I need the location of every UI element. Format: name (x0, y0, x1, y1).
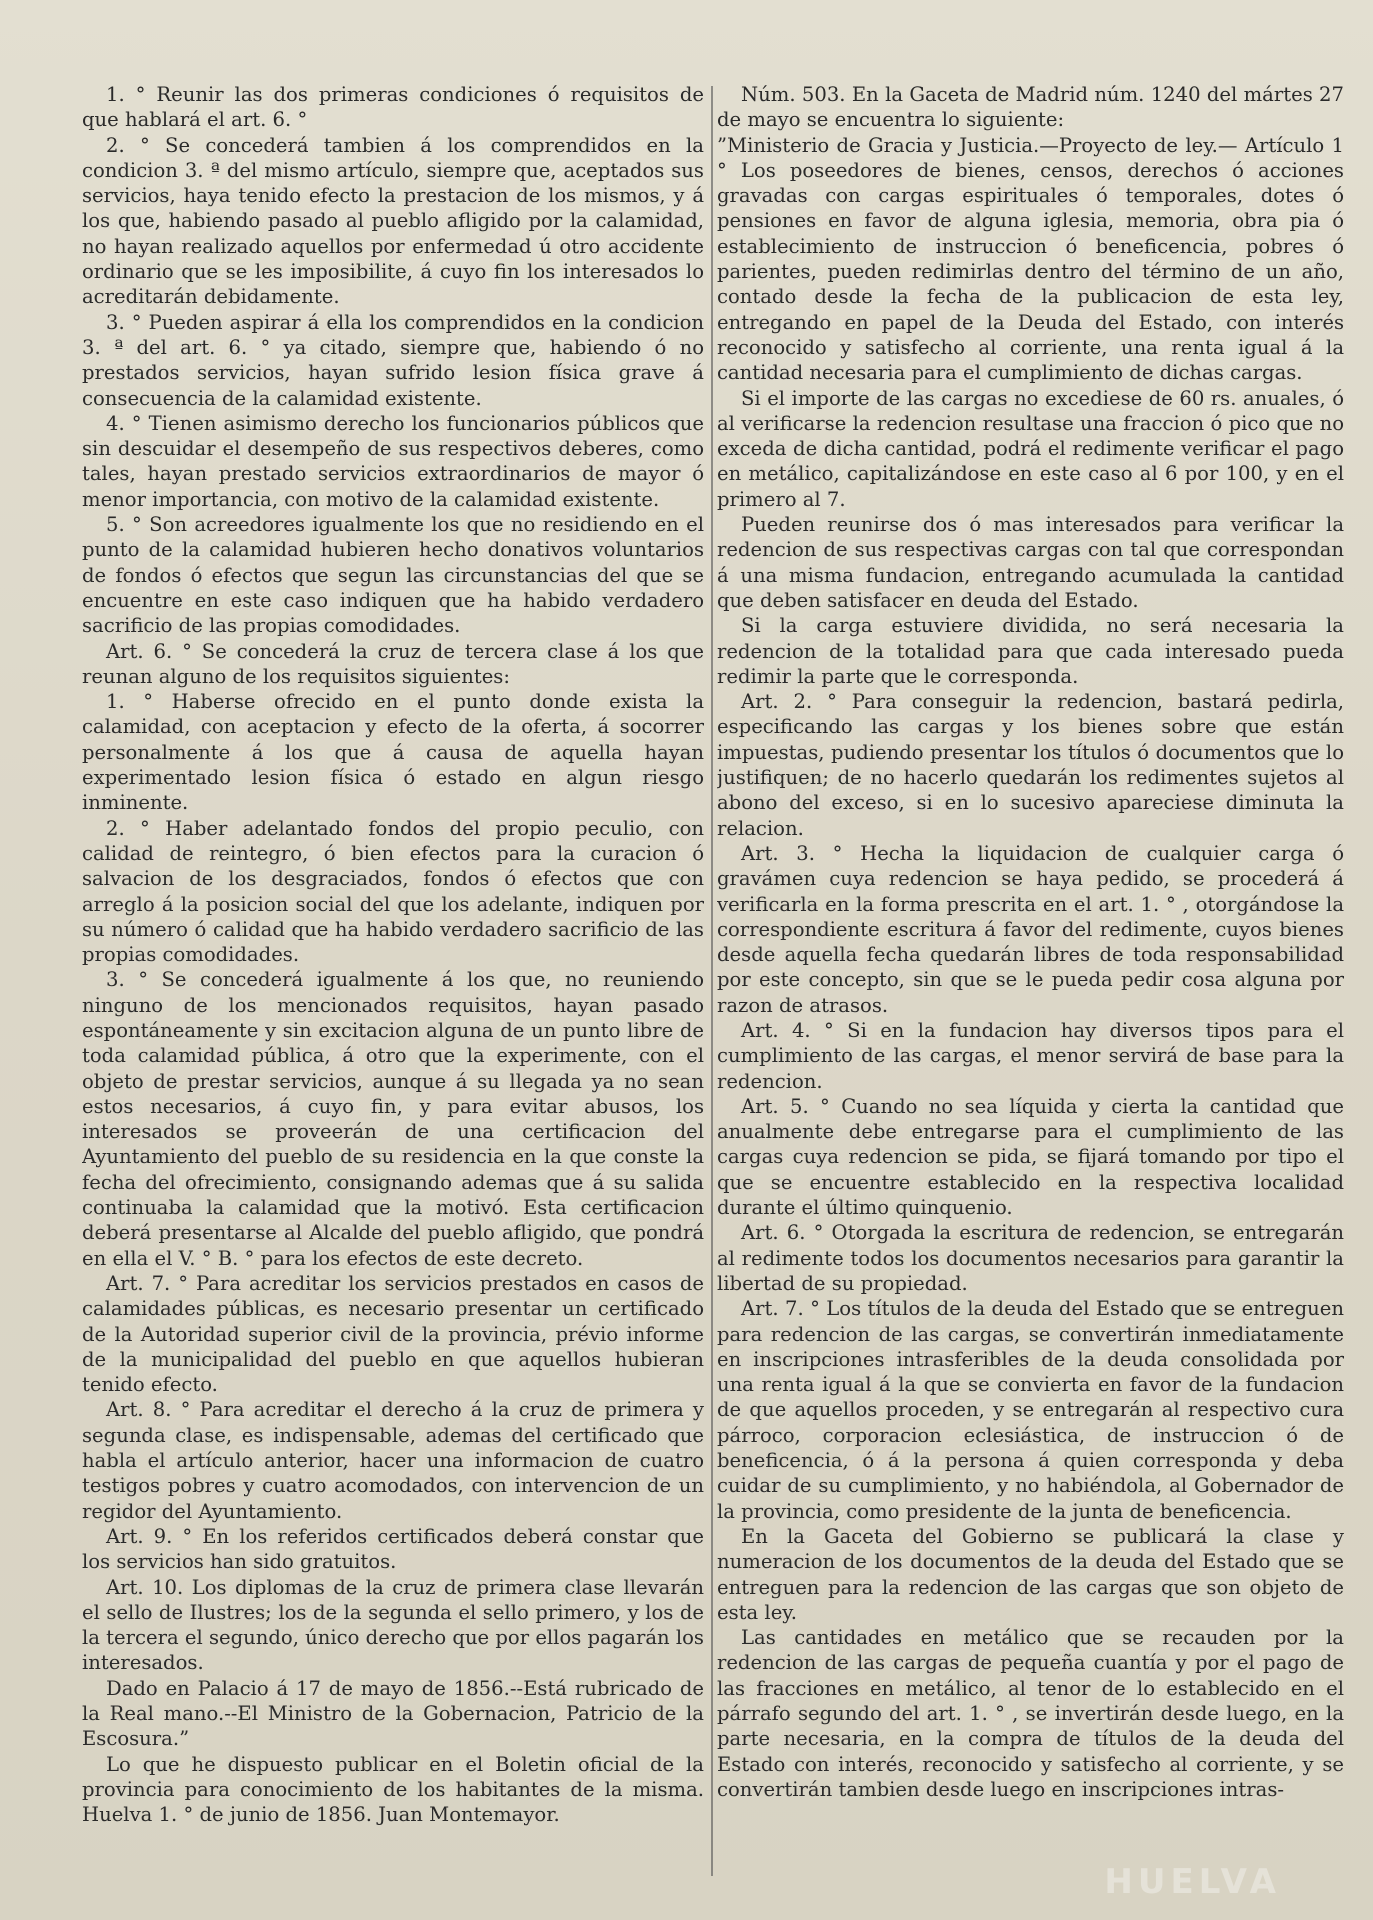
paragraph: Art. 7. ° Los títulos de la deuda del Estado que se entreguen para redencion de las cargas, se convertirán inmediatamente en inscripciones intrasferibles de la deuda consolidada por una renta igual á la que se convierta en favor de la fundacion de que aquellos proceden, y se entregarán al respectivo cura párroco, corporacion eclesiástica, de instruccion ó de beneficencia, ó á la persona á quien corresponda y deba cuidar de su cumplimiento, y no habiéndola, al Gobernador de la provincia, como presidente de la junta de beneficencia. (717, 1297, 1344, 1523)
paragraph: Art. 8. ° Para acreditar el derecho á la cruz de primera y segunda clase, es indispensable, ademas del certificado que habla el artículo anterior, hacer una informacion de cuatro testigos pobres y cuatro acomodados, con intervencion de un regidor del Ayuntamiento. (82, 1398, 704, 1523)
paragraph: Art. 2. ° Para conseguir la redencion, bastará pedirla, especificando las cargas y los bienes sobre que están impuestas, pudiendo presentar los títulos ó documentos que lo justifiquen; de no hacerlo quedarán los redimentes sujetos al abono del exceso, si en lo sucesivo apareciese diminuta la relacion. (717, 690, 1344, 840)
watermark: HUELVA (1104, 1862, 1281, 1902)
paragraph: Art. 6. ° Se concederá la cruz de tercera clase á los que reunan alguno de los requisitos siguientes: (82, 639, 704, 688)
paragraph: Las cantidades en metálico que se recauden por la redencion de las cargas de pequeña cuantía y por el pago de las fracciones en metálico, al tenor de lo establecido en el párrafo segundo del art. 1. ° , se invertirán desde luego, en la parte necesaria, en la compra de títulos de la deuda del Estado con interés, reconocido y satisfecho al corriente, y se convertirán tambien desde luego en inscripciones intras- (717, 1626, 1344, 1801)
paragraph: Art. 6. ° Otorgada la escritura de redencion, se entregarán al redimente todos los documentos necesarios para garantir la libertad de su propiedad. (717, 1221, 1344, 1295)
column-divider (711, 86, 713, 1876)
paragraph: 1. ° Reunir las dos primeras condiciones ó requisitos de que hablará el art. 6. ° (82, 83, 704, 132)
paragraph: 2. ° Haber adelantado fondos del propio peculio, con calidad de reintegro, ó bien efectos para la curacion ó salvacion de los desgraciados, fondos ó efectos que con arreglo á la posicion social del que los adelante, indiquen por su número ó calidad que ha habido verdadero sacrificio de las propias comodidades. (82, 816, 704, 967)
paragraph: Pueden reunirse dos ó mas interesados para verificar la redencion de sus respectivas cargas con tal que correspondan á una misma fundacion, entregando acumulada la cantidad que deben satisfacer en deuda del Estado. (717, 513, 1344, 612)
paragraph: Art. 10. Los diplomas de la cruz de primera clase llevarán el sello de Ilustres; los de la segunda el sello primero, y los de la tercera el segundo, único derecho que por ellos pagarán los interesados. (82, 1575, 704, 1675)
paragraph: Núm. 503. En la Gaceta de Madrid núm. 1240 del mártes 27 de mayo se encuentra lo siguiente: (717, 83, 1344, 132)
paragraph: Si la carga estuviere dividida, no será necesaria la redencion de la totalidad para que cada interesado pueda redimir la parte que le corresponda. (717, 614, 1344, 688)
paragraph: 5. ° Son acreedores igualmente los que no residiendo en el punto de la calamidad hubieren hecho donativos voluntarios de fondos ó efectos que segun las circunstancias del que se encuentre en este caso indiquen que ha habido verdadero sacrificio de las propias comodidades. (82, 513, 704, 638)
paragraph: Dado en Palacio á 17 de mayo de 1856.--Está rubricado de la Real mano.--El Ministro de la Gobernacion, Patricio de la Escosura.” (82, 1676, 704, 1751)
paragraph: En la Gaceta del Gobierno se publicará la clase y numeracion de los documentos de la deuda del Estado que se entreguen para la redencion de las cargas que son objeto de esta ley. (717, 1524, 1344, 1624)
paragraph: 3. ° Se concederá igualmente á los que, no reuniendo ninguno de los mencionados requisitos, hayan pasado espontáneamente y sin excitacion alguna de un punto libre de toda calamidad pública, á otro que la experimente, con el objeto de prestar servicios, aunque á su llegada ya no sean estos necesarios, á cuyo fin, y para evitar abusos, los interesados se proveerán de una certificacion del Ayuntamiento del pueblo de su residencia en la que conste la fecha del ofrecimiento, consignando ademas que á su salida continuaba la calamidad que la motivó. Esta certificacion deberá presentarse al Alcalde del pueblo afligido, que pondrá en ella el V. ° B. ° para los efectos de este decreto. (82, 968, 704, 1270)
paragraph: Art. 4. ° Si en la fundacion hay diversos tipos para el cumplimiento de las cargas, el menor servirá de base para la redencion. (717, 1018, 1344, 1093)
left-column (82, 82, 704, 1892)
right-column (717, 82, 1344, 1892)
paragraph: ”Ministerio de Gracia y Justicia.—Proyecto de ley.— Artículo 1 ° Los poseedores de bienes, censos, derechos ó acciones gravadas con cargas espirituales ó temporales, dotes ó pensiones en favor de alguna iglesia, memoria, obra pia ó establecimiento de instruccion ó beneficencia, pobres ó parientes, pueden redimirlas dentro del término de un año, contado desde la fecha de la publicacion de esta ley, entregando en papel de la Deuda del Estado, con interés reconocido y satisfecho al corriente, una renta igual á la cantidad necesaria para el cumplimiento de dichas cargas. (717, 133, 1344, 385)
paragraph: Art. 5. ° Cuando no sea líquida y cierta la cantidad que anualmente debe entregarse para el cumplimiento de las cargas cuya redencion se pida, se fijará tomando por tipo el que se encuentre establecido en la respectiva localidad durante el último quinquenio. (717, 1094, 1344, 1220)
paragraph: 3. ° Pueden aspirar á ella los comprendidos en la condicion 3. ª del art. 6. ° ya citado, siempre que, habiendo ó no prestados servicios, hayan sufrido lesion física grave á consecuencia de la calamidad existente. (82, 310, 704, 410)
paragraph: 1. ° Haberse ofrecido en el punto donde exista la calamidad, con aceptacion y efecto de la oferta, á socorrer personalmente á los que á causa de aquella hayan experimentado lesion física ó estado en algun riesgo inminente. (82, 690, 704, 815)
paragraph: Si el importe de las cargas no excediese de 60 rs. anuales, ó al verificarse la redencion resultase una fraccion ó pico que no exceda de dicha cantidad, podrá el redimente verificar el pago en metálico, capitalizándose en este caso al 6 por 100, y en el primero al 7. (717, 386, 1344, 511)
paragraph: 4. ° Tienen asimismo derecho los funcionarios públicos que sin descuidar el desempeño de sus respectivos deberes, como tales, hayan prestado servicios extraordinarios de mayor ó menor importancia, con motivo de la calamidad existente. (82, 411, 704, 511)
paragraph: 2. ° Se concederá tambien á los comprendidos en la condicion 3. ª del mismo artículo, siempre que, aceptados sus servicios, haya tenido efecto la prestacion de los mismos, y á los que, habiendo pasado al pueblo afligido por la calamidad, no hayan realizado aquellos por enfermedad ú otro accidente ordinario que se les imposibilite, á cuyo fin los interesados lo acreditarán debidamente. (82, 133, 704, 309)
paragraph: Art. 9. ° En los referidos certificados deberá constar que los servicios han sido gratuitos. (82, 1524, 704, 1574)
paragraph: Art. 7. ° Para acreditar los servicios prestados en casos de calamidades públicas, es necesario presentar un certificado de la Autoridad superior civil de la provincia, prévio informe de la municipalidad del pueblo en que aquellos hubieran tenido efecto. (82, 1271, 704, 1397)
paragraph: Lo que he dispuesto publicar en el Boletin oficial de la provincia para conocimiento de los habitantes de la misma. Huelva 1. ° de junio de 1856. Juan Montemayor. (82, 1752, 704, 1827)
paragraph: Art. 3. ° Hecha la liquidacion de cualquier carga ó gravámen cuya redencion se haya pedido, se procederá á verificarla en la forma prescrita en el art. 1. ° , otorgándose la correspondiente escritura á favor del redimente, cuyos bienes desde aquella fecha quedarán libres de toda responsabilidad por este concepto, sin que se le pueda pedir cosa alguna por razon de atrasos. (717, 841, 1344, 1017)
